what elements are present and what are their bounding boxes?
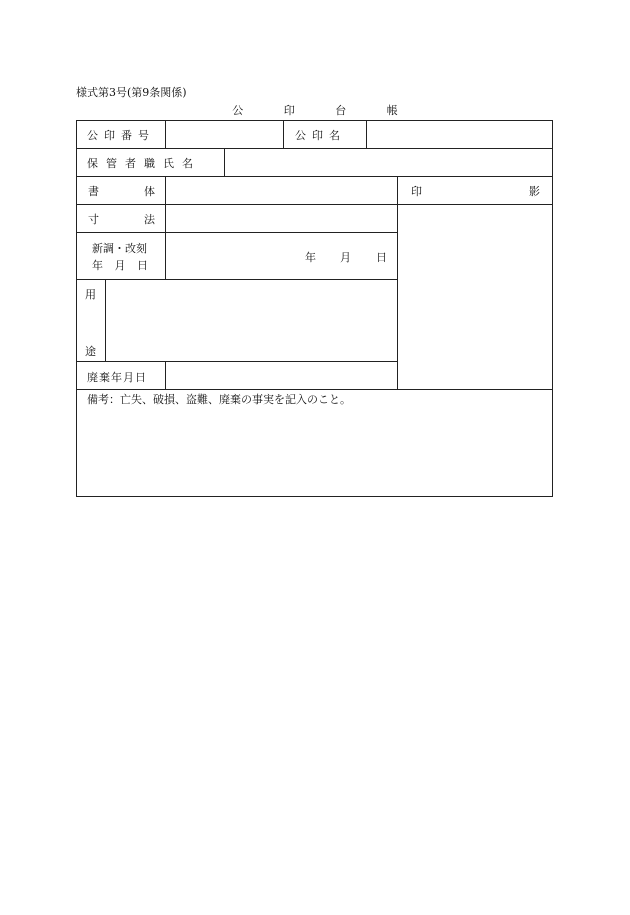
row-divider: [76, 148, 553, 149]
date-year: 年: [305, 251, 316, 264]
size-label-a: 寸: [88, 213, 99, 226]
seal-name-label: 公印名: [295, 129, 346, 142]
date-month: 月: [340, 251, 351, 264]
disposal-date-label: 廃棄年月日: [87, 371, 147, 384]
col-divider: [224, 148, 225, 176]
col-divider: [105, 279, 106, 361]
purpose-label-a: 用: [85, 288, 96, 301]
table-border-bottom: [76, 496, 553, 497]
col-divider: [165, 120, 166, 148]
row-divider: [76, 176, 553, 177]
seal-register-table: [76, 120, 553, 497]
table-border-top: [76, 120, 553, 121]
impression-label-b: 影: [529, 185, 540, 198]
typeface-label-b: 体: [144, 185, 155, 198]
custodian-label: 保管者職氏名: [87, 157, 201, 170]
size-label-b: 法: [144, 213, 155, 226]
row-divider: [76, 389, 553, 390]
row-divider: [76, 279, 397, 280]
col-divider: [366, 120, 367, 148]
row-divider: [76, 232, 397, 233]
impression-label-a: 印: [411, 185, 422, 198]
col-divider: [165, 361, 166, 389]
col-divider: [397, 176, 398, 389]
new-made-date-label: 年 月 日: [92, 259, 152, 272]
col-divider: [165, 176, 166, 279]
title-char: 印: [283, 104, 295, 117]
title-char: 帳: [386, 104, 398, 117]
remarks-text: 備考：亡失、破損、盗難、廃棄の事実を記入のこと。: [87, 393, 351, 406]
col-divider: [283, 120, 284, 148]
seal-number-label: 公印番号: [87, 129, 155, 142]
date-day: 日: [376, 251, 387, 264]
row-divider: [76, 204, 553, 205]
title-char: 公: [232, 104, 244, 117]
purpose-label-b: 途: [85, 345, 96, 358]
new-made-label: 新調・改刻: [92, 242, 147, 255]
document-title: [150, 102, 480, 118]
typeface-label-a: 書: [88, 185, 99, 198]
form-number-label: 様式第3号(第9条関係): [76, 86, 187, 99]
row-divider: [76, 361, 397, 362]
title-char: 台: [335, 104, 347, 117]
